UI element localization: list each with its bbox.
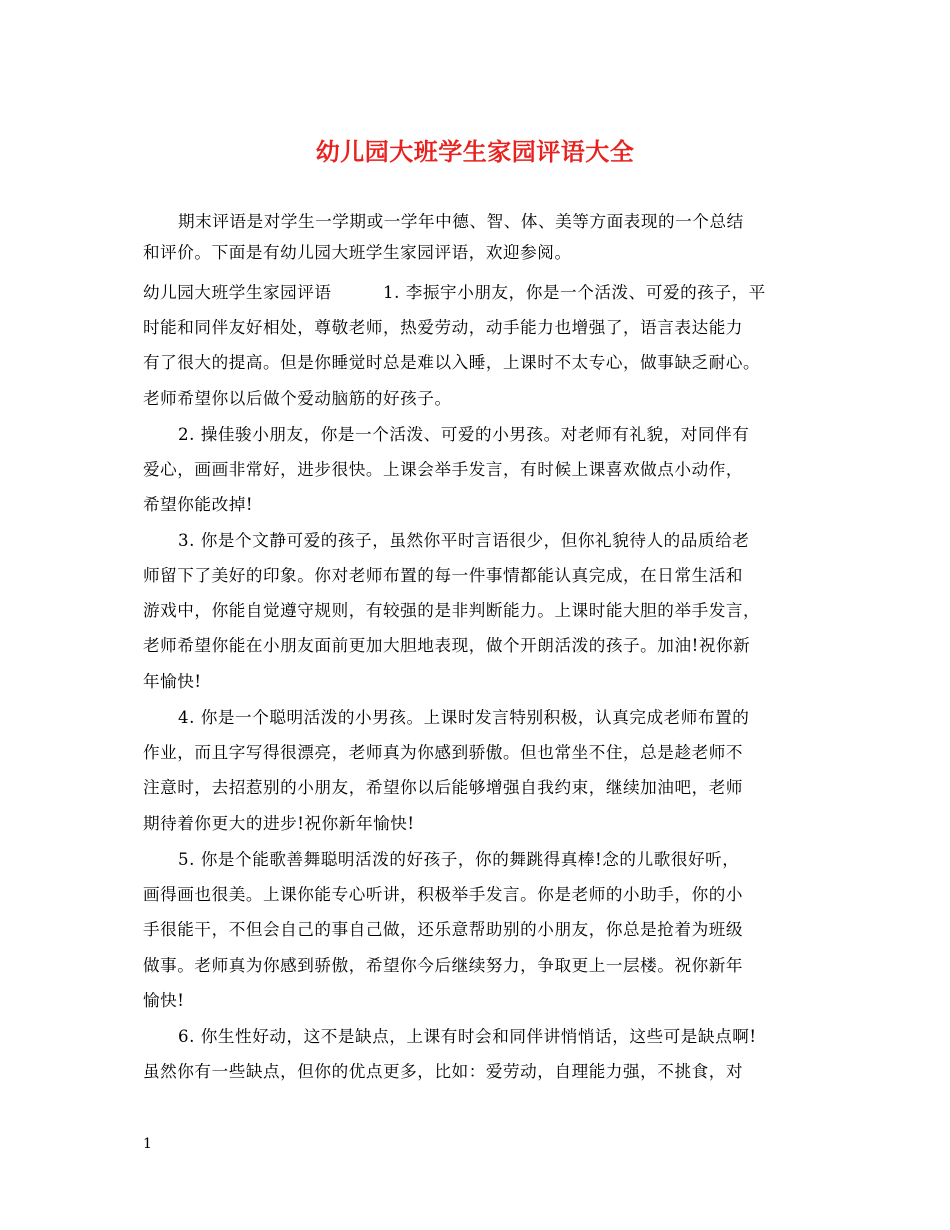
text-line: 时能和同伴友好相处，尊敬老师，热爱劳动，动手能力也增强了，语言表达能力 <box>143 318 744 337</box>
text-line: 老师希望你以后做个爱动脑筋的好孩子。 <box>143 389 452 408</box>
text-line: 6. 你生性好动，这不是缺点，上课有时会和同伴讲悄悄话，这些可是缺点啊! <box>178 1027 757 1046</box>
text-line: 有了很大的提高。但是你睡觉时总是难以入睡，上课时不太专心，做事缺乏耐心。 <box>143 353 761 372</box>
text-line: 画得画也很美。上课你能专心听讲，积极举手发言。你是老师的小助手，你的小 <box>143 885 744 904</box>
text-line: 幼儿园大班学生家园评语 1. 李振宇小朋友，你是一个活泼、可爱的孩子，平 <box>143 283 766 302</box>
text-line: 5. 你是个能歌善舞聪明活泼的好孩子，你的舞跳得真棒!念的儿歌很好听， <box>178 850 740 869</box>
text-line: 爱心，画画非常好，进步很快。上课会举手发言，有时候上课喜欢做点小动作， <box>143 460 744 479</box>
text-line: 年愉快! <box>143 672 202 691</box>
text-line: 做事。老师真为你感到骄傲，希望你今后继续努力，争取更上一层楼。祝你新年 <box>143 956 744 975</box>
text-line: 作业，而且字写得很漂亮，老师真为你感到骄傲。但也常坐不住，总是趁老师不 <box>143 743 744 762</box>
text-line: 愉快! <box>143 991 185 1010</box>
text-line: 希望你能改掉! <box>143 495 254 514</box>
text-line: 期待着你更大的进步!祝你新年愉快! <box>143 814 415 833</box>
text-line: 虽然你有一些缺点，但你的优点更多，比如：爱劳动，自理能力强，不挑食，对 <box>143 1062 744 1081</box>
text-line: 老师希望你能在小朋友面前更加大胆地表现，做个开朗活泼的孩子。加油!祝你新 <box>143 636 751 655</box>
text-line: 游戏中，你能自觉遵守规则，有较强的是非判断能力。上课时能大胆的举手发言， <box>143 601 761 620</box>
text-line: 手很能干，不但会自己的事自己做，还乐意帮助别的小朋友，你总是抢着为班级 <box>143 920 744 939</box>
text-line: 4. 你是一个聪明活泼的小男孩。上课时发言特别积极，认真完成老师布置的 <box>178 708 750 727</box>
document-title: 幼儿园大班学生家园评语大全 <box>315 137 635 166</box>
text-line: 注意时，去招惹别的小朋友，希望你以后能够增强自我约束，继续加油吧，老师 <box>143 778 744 797</box>
text-line: 师留下了美好的印象。你对老师布置的每一件事情都能认真完成，在日常生活和 <box>143 566 744 585</box>
text-line: 2. 操佳骏小朋友，你是一个活泼、可爱的小男孩。对老师有礼貌，对同伴有 <box>178 425 750 444</box>
text-line: 期末评语是对学生一学期或一学年中德、智、体、美等方面表现的一个总结 <box>178 212 744 231</box>
text-line: 和评价。下面是有幼儿园大班学生家园评语，欢迎参阅。 <box>143 243 572 262</box>
text-line: 3. 你是个文静可爱的孩子，虽然你平时言语很少，但你礼貌待人的品质给老 <box>178 531 750 550</box>
page-number: 1 <box>143 1136 152 1152</box>
